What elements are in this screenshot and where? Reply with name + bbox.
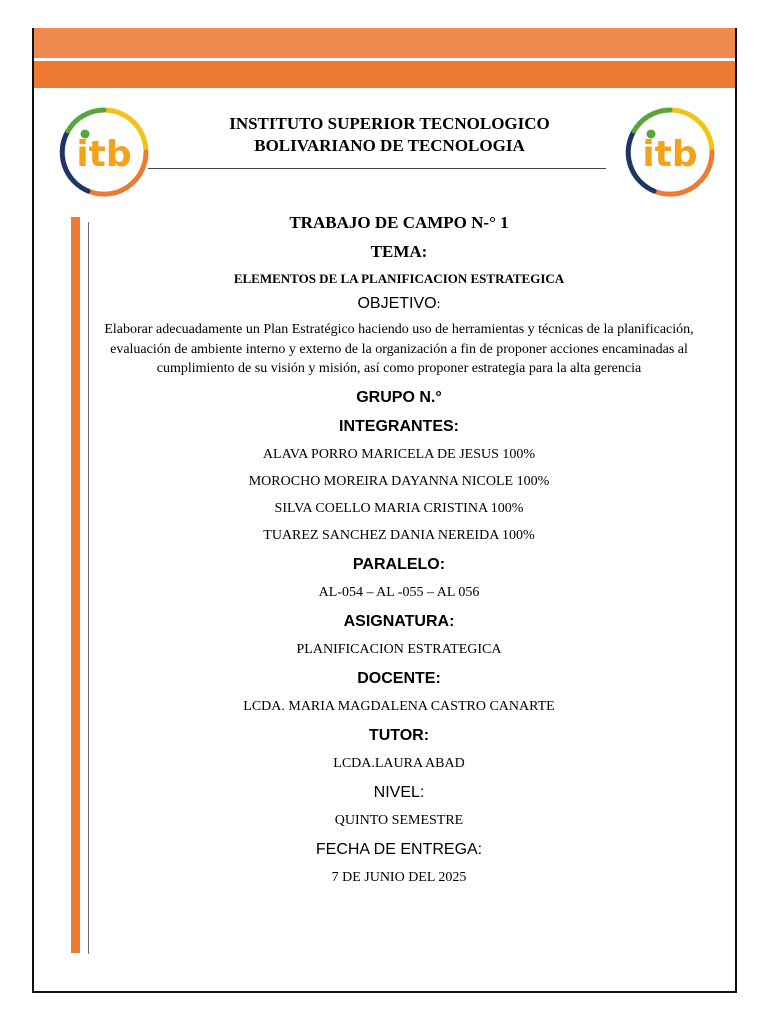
fecha-label: FECHA DE ENTREGA: — [315, 840, 483, 858]
objetivo-text: Elaborar adecuadamente un Plan Estratégico haciendo uso de herramientas y técnicas de la planificación, evaluación de ambiente interno y externo de la organización a fin de proponer acciones encaminadas al cumplimiento de su visión y misión, así como proponer estrategia para la alta gerencia — [104, 322, 694, 376]
objetivo-colon: : — [436, 297, 441, 312]
tutor-label: TUTOR: — [368, 726, 430, 744]
integrante-4: TUAREZ SANCHEZ DANIA NEREIDA 100% — [263, 527, 535, 543]
side-accent-line — [88, 222, 89, 954]
logo-text-right: itb — [642, 134, 698, 175]
integrante-3: SILVA COELLO MARIA CRISTINA 100% — [274, 500, 524, 516]
objetivo-label: OBJETIVO — [357, 295, 437, 312]
tutor-value: LCDA.LAURA ABAD — [333, 755, 465, 771]
nivel-value: QUINTO SEMESTRE — [334, 812, 464, 828]
paralelo-label: PARALELO: — [352, 555, 446, 573]
docente-value: LCDA. MARIA MAGDALENA CASTRO CANARTE — [243, 698, 555, 714]
cover-content — [100, 210, 698, 888]
docente-label: DOCENTE: — [357, 669, 441, 687]
integrante-1: ALAVA PORRO MARICELA DE JESUS 100% — [262, 446, 536, 462]
nivel-label: NIVEL: — [373, 783, 425, 801]
itb-logo-right — [624, 106, 716, 198]
tema-value: ELEMENTOS DE LA PLANIFICACION ESTRATEGICA — [233, 271, 565, 286]
institute-line-2: BOLIVARIANO DE TECNOLOGIA — [254, 136, 525, 155]
asignatura-label: ASIGNATURA: — [343, 612, 455, 630]
side-accent-bar — [71, 217, 80, 953]
asignatura-value: PLANIFICACION ESTRATEGICA — [296, 641, 502, 657]
institute-name — [148, 113, 631, 157]
institute-line-1: INSTITUTO SUPERIOR TECNOLOGICO — [229, 114, 550, 133]
header-rule — [148, 168, 606, 169]
grupo-label: GRUPO N.° — [356, 388, 442, 406]
objetivo-heading — [100, 293, 698, 316]
fecha-value: 7 DE JUNIO DEL 2025 — [331, 869, 467, 885]
itb-logo-left — [58, 106, 150, 198]
paralelo-value: AL-054 – AL -055 – AL 056 — [318, 584, 480, 600]
tema-label: TEMA: — [370, 242, 428, 261]
logo-text-left: itb — [76, 134, 132, 175]
integrante-2: MOROCHO MOREIRA DAYANNA NICOLE 100% — [248, 473, 550, 489]
integrantes-label: INTEGRANTES: — [339, 417, 459, 435]
work-title: TRABAJO DE CAMPO N-° 1 — [289, 213, 509, 232]
